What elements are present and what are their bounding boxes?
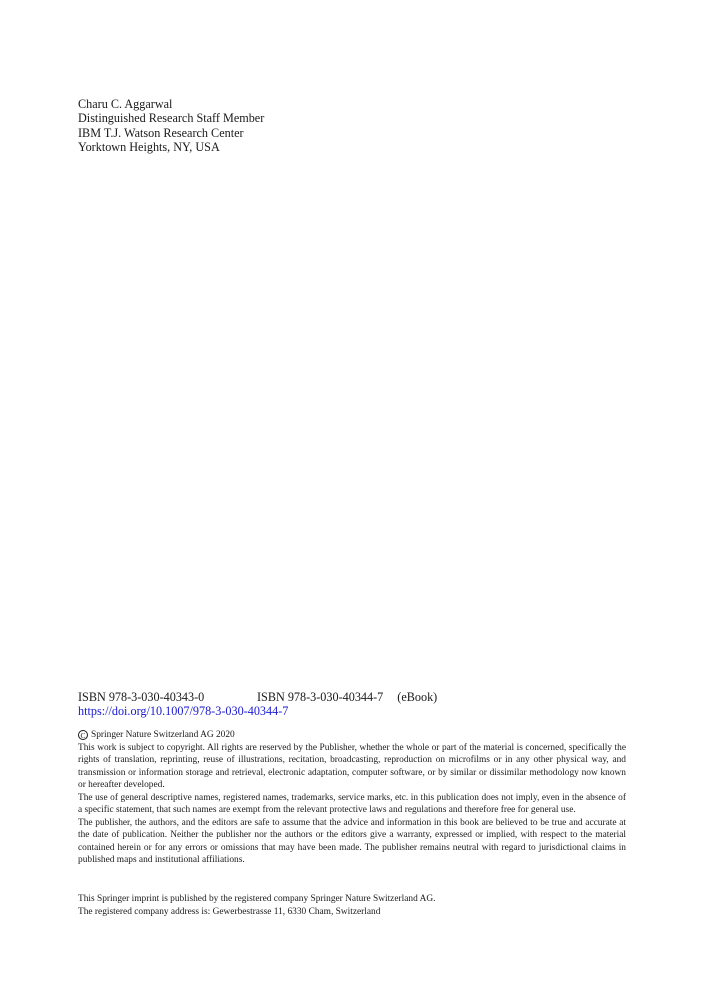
author-location: Yorktown Heights, NY, USA — [78, 139, 220, 154]
imprint-line-company: This Springer imprint is published by the registered company Springer Nature Switzerland AG. — [78, 894, 436, 904]
legal-paragraph-trademarks: The use of general descriptive names, registered names, trademarks, service marks, etc. in this publication does not imply, even in the absence of a specific statement, that such names are exempt from the relevant protective laws and regulations and therefore free for general use. — [78, 792, 626, 815]
isbn-print: ISBN 978-3-030-40343-0 — [78, 690, 205, 704]
legal-paragraph-disclaimer: The publisher, the authors, and the editors are safe to assume that the advice and information in this book are believed to be true and accurate at the date of publication. Neither the publisher nor the authors or the editors give a warranty, expressed or implied, with respect to the material contained herein or for any errors or omissions that may have been made. The publisher remains neutral with regard to jurisdictional claims in published maps and institutional affiliations. — [78, 817, 626, 865]
imprint-notice — [78, 893, 435, 919]
copyright-icon: C — [78, 730, 88, 740]
imprint-line-address: The registered company address is: Gewerbestrasse 11, 6330 Cham, Switzerland — [78, 907, 381, 917]
doi-link[interactable]: https://doi.org/10.1007/978-3-030-40344-7 — [78, 704, 289, 718]
isbn-ebook-label: (eBook) — [397, 690, 438, 704]
author-affiliation — [78, 97, 264, 154]
author-title: Distinguished Research Staff Member — [78, 111, 265, 126]
author-institution: IBM T.J. Watson Research Center — [78, 125, 244, 140]
isbn-row — [78, 690, 437, 704]
legal-notice — [78, 729, 626, 867]
author-name: Charu C. Aggarwal — [78, 97, 173, 111]
copyright-line — [78, 729, 626, 742]
copyright-text: Springer Nature Switzerland AG 2020 — [91, 730, 235, 740]
legal-paragraph-rights: This work is subject to copyright. All rights are reserved by the Publisher, whether the whole or part of the material is concerned, specifically the rights of translation, reprinting, reuse of illustrations, recitation, broadcasting, reproduction on microfilms or in any other physical way, and transmission or information storage and retrieval, electronic adaptation, computer software, or by similar or dissimilar methodology now known or hereafter developed. — [78, 742, 626, 790]
isbn-ebook: ISBN 978-3-030-40344-7 — [257, 690, 384, 704]
